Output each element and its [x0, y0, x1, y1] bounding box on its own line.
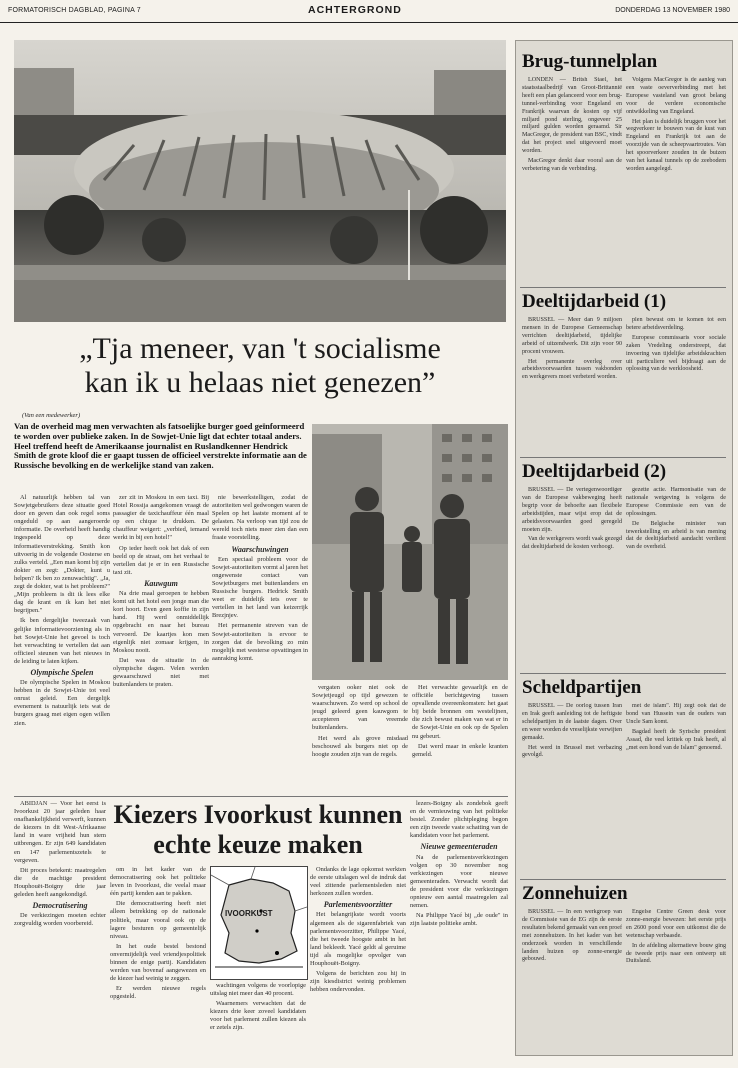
main-byline: (Van een medewerker): [22, 412, 81, 419]
brief-brug-column-2: Volgens MacGregor is de aanleg van een vaste oeververbinding met het Europese vasteland van groot belang voor de verdere economische ontwikkeling van Engeland. Het plan is duidelijk bruggen voor het wegverkeer te bouwen van de kust van Engeland en Frankrijk tot aan de voorzijde van de scheepvaartroutes. Van het spoorverkeer zouden in de buizen van het kanaal tunnels op de zeebodem worden aangelegd.: [626, 77, 726, 172]
ivoorkust-column-1: ABIDJAN — Voor het eerst is Ivoorkust 20 jaar geleden haar onafhankelijkheid verwerft, kunnen de kiezers in dit West-Afrikaanse land in ware vrijheid hun stem uitbrengen. Er zijn 649 kandidaten en 147 parlementszetels te vergeven. Dit proces betekent: maatregelen die de machtige president Houphouët-Boigny drie jaar geleden heeft aangekondigd. Democratisering De verkiezingen moeten echter zorgvuldig worden voorbereid.: [14, 800, 106, 928]
brief-title-deeltijdarbeid-2: Deeltijdarbeid (2): [522, 461, 667, 482]
ivoorkust-column-4: Ondanks de lage opkomst werkten de eerste uitslagen wel de indruk dat veel zittende parlementsleden niet herkozen zullen worden. Parlementsvoorzitter Het belangrijkste wordt voorts algemeen als de sigarenfabriek van parlementsvoorzitter, Philippe Yacé, die het tweede hoogste ambt in het land bekleedt. Yacé geldt al geruime tijd als mogelijke opvolger van Houphouët-Boigny. Volgens de berichten zou hij in zijn kiesdistrict weinig problemen hebben ondervonden.: [310, 866, 406, 994]
main-article-column-5: Het verwachte gevaarlijk en de officiële berichtgeving tussen opvallende overeenkomsten: het gaat bij beide bronnen om westelijnen, die zich bewust maken van wat er in de Sowjet-Unie en ook op de Spelen nu gebeurt. Dat werd maar in enkele kranten gemeld.: [412, 684, 508, 758]
sidebar-divider-3: [520, 673, 726, 674]
brief-deeltijd1-column-2: plen bewust om te komen tot een betere arbeidsverdeling. Europese commissaris voor sociale zaken Vredeling onderstreept, dat invoering van tijdelijke arbeidskrachten uit particuliere wel bijdraagt aan de oplossing van de werkloosheid.: [626, 317, 726, 373]
brief-deeltijd2-column-2: gezette actie. Harmonisatie van de nationale wetgeving is volgens de Europese Commissie een van de oplossingen. De Belgische minister van tewerkstelling en arbeid is van mening dat de deeltijdarbeid aandacht verdient van de overheid.: [626, 487, 726, 551]
stadium-photo: [14, 40, 506, 322]
ivoorkust-map-label: IVOORKUST: [225, 909, 273, 918]
brief-title-brug-tunnelplan: Brug-tunnelplan: [522, 51, 658, 72]
main-headline: [14, 332, 506, 400]
masthead: [0, 0, 738, 23]
stadium-photo-image: [14, 40, 506, 322]
brief-deeltijd2-column-1: BRUSSEL — De vertegenwoordiger van de Europese vakbeweging heeft begrip voor de behoefte aan flexibele arbeidstijden, maar wijst erop dat de arbeidsvoorwaarden goed geregeld moeten zijn. Van de werkgevers wordt vaak gezegd dat deeltijdarbeid de kosten verhoogt.: [522, 487, 622, 551]
main-headline-line1: „Tja meneer, van 't socialisme: [79, 332, 441, 365]
ivoorkust-headline-line2: echte keuze maken: [153, 830, 363, 859]
sidebar-divider-2: [520, 457, 726, 458]
brief-brug-column-1: LONDEN — Britsh Stael, het staatsstaalbedrijf van Groot-Brittannië heeft een plan gelanceerd voor een brug-tunnel-verbinding voor Engeland en Frankrijk waarvan de kosten op vijf miljard pond sterling, ongeveer 25 miljard gulden worden geraamd. Sir MacGregor, de president van BSC, vindt dat het project snel uitgevoerd moet worden. MacGregor denkt daar vooral aan de verbetering van de verbinding.: [522, 77, 622, 172]
main-article-column-3: nie bewerkstelligen, zodat de autoriteiten wel gedwongen waren de Spelen op het laatste moment af te gelasten. Na verloop van tijd zou de wereld toch niets meer zien dan een fraaie voorstelling. Waarschuwingen Een speciaal probleem voor de Sowjet-autoriteiten vormt al jaren het ongewenste contact van Sowjetburgers met buitenlanders en Russische burgers. Hedrick Smith weet er duidelijk iets over te vertellen in het land van keizerrijk Brezjnjev. Het permanente streven van de Sowjet-autoriteiten is ervoor te zorgen dat de bevolking zo min mogelijk met westerse opvattingen in aanraking komt.: [212, 494, 308, 662]
ivoorkust-column-3: wachtingen volgens de voorlopige uitslag niet meer dan 40 procent. Waarnemers verwachten dat de kiezers drie keer zoveel kandidaten voor het parlement zullen kiezen als er zetels zijn.: [210, 982, 306, 1032]
subhead-nieuwe-gemeenteraden: Nieuwe gemeenteraden: [420, 842, 498, 852]
brief-deeltijd1-column-1: BRUSSEL — Meer dan 9 miljoen mensen in de Europese Gemeenschap verrichten deeltijdarbeid, tijdelijke arbeid of uitzendwerk. Dit zijn voor 90 procent vrouwen. Het permanente overleg over arbeidsvoorwaarden tussen vakbonden en werkgevers moet verbeterd worden.: [522, 317, 622, 381]
subhead-democratisering: Democratisering: [32, 901, 88, 911]
subhead-olympische-spelen: Olympische Spelen: [30, 667, 94, 677]
main-article-column-4: vergaten ooker niet ook de Sowjetjeugd op tijd gewezen te waarschuwen. Zo werd op school de jeugd geleerd geen kauwgom te accepteren van vreemde buitenlanders. Het werd als grove misdaad beschouwd als burgers niet op de hoogte zouden zijn van de regels.: [312, 684, 408, 758]
soldiers-photo-image: [312, 424, 508, 680]
brief-zonne-column-1: BRUSSEL — In een werkgroep van de Commissie van de EG zijn de eerste resultaten bekend gemaakt van een proef met zonnehuizen. In het kader van het onderzoek worden in verschillende landen huizen op zonne-energie gebouwd.: [522, 909, 622, 963]
sidebar-briefs: [515, 40, 733, 1056]
ivoorkust-column-5: lezers-Boigny als zondebok geeft en de vernieuwing van het politieke bestel. Zonder plichtpleging begon een zijn tweede vaste schatting van de kandidaten voor het parlement. Nieuwe gemeenteraden Na de parlementsverkiezingen volgen op 30 november nog verkiezingen voor nieuwe gemeenteraden. Verwacht wordt dat de president voor die verkiezingen opnieuw een aantal maatregelen zal nemen. Na Philippe Yacé bij „de oude" in zijn laatste politieke ambt.: [410, 800, 508, 928]
sidebar-divider-4: [520, 879, 726, 880]
main-headline-line2: kan ik u helaas niet genezen”: [84, 366, 436, 399]
brief-schelde-column-1: BRUSSEL — De oorlog tussen Iran en Irak geeft aanleiding tot de heftigste scheldpartijen in de laatste dagen. Over en weer worden de vreselijkste verwijten gemaakt. Het werd in Brussel met verbazing gevolgd.: [522, 703, 622, 759]
brief-title-zonnehuizen: Zonnehuizen: [522, 883, 628, 904]
main-article-column-2: zer zit in Moskou in een taxi. Bij Hotel Rossija aangekomen vraagt de passagier de taxichauffeur één maal op een chique te drukken. De chauffeur weigert: „verbied, iemand werkt in bij een hotel!" Op ieder heeft ook het dak of een beeld op de straat, om het verhaal te vertellen dat je er in een Russische taxi zit. Kauwgum Na drie maal geroepen te hebben komt uit het hotel een jonge man die kort hoort. Even geen koffie in zijn hand. Hij werd onmiddellijk opgebracht en naar het bureau vervoerd. De kaartjes kon men eigenlijk niet zomaar krijgen, in Moskou nooit. Dat was de situatie in de olympische dagen. Velen werden gewaarschuwd niet met buitenlanders te praten.: [113, 494, 209, 689]
brief-zonne-column-2: Engelse Centre Green desk voor zonne-energie bewezen: het eerste prijs en 2600 pond voor een uitkomst die de wetenschap verbaasde. In de afdeling alternatieve bouw ging de tweede prijs naar een ontwerp uit Duitsland.: [626, 909, 726, 965]
sidebar-divider-1: [520, 287, 726, 288]
ivoorkust-headline-line1: Kiezers Ivoorkust kunnen: [113, 800, 403, 829]
subhead-kauwgum: Kauwgum: [144, 578, 178, 588]
ivoorkust-map: [210, 866, 308, 980]
masthead-section: ACHTERGROND: [308, 4, 402, 16]
ivoorkust-map-image: [211, 867, 307, 979]
masthead-date: DONDERDAG 13 NOVEMBER 1980: [615, 7, 730, 14]
subhead-waarschuwingen: Waarschuwingen: [231, 544, 289, 554]
ivoorkust-headline: [108, 800, 408, 860]
brief-title-deeltijdarbeid-1: Deeltijdarbeid (1): [522, 291, 667, 312]
masthead-paper-page: FORMATORISCH DAGBLAD, PAGINA 7: [8, 7, 141, 14]
soldiers-photo: [312, 424, 508, 680]
brief-schelde-column-2: met de islam". Hij zegt ook dat de bond van Hussein van de ouders van Uncle Sam komt. Bagdad heeft de Syrische president Assad, die veel kritiek op Irak heeft, al „met een hond van de Islam" genoemd.: [626, 703, 726, 751]
main-article-column-1: Al natuurlijk hebben tal van Sowjetgebruikers deze situatie goed door en geven dan ook regel soms ongeduld op aan aangeroerde informatie. De overheid heeft handig ingespeeld op deze informatieverstrekking. Smith kon uitvoerig in de volgende Oosterse en zulks verteld. „Een man komt bij zijn dokter en zegt: „Dokter, kunt u helpen? Ik ben zo zenuwachtig". „Ja, zegt de dokter, wat is het probleem?" „Mijn probleem is dit ik lees elke dag de krant en ik kan het niet begrijpen." Ik ben dergelijke tweezaak van gelijke informatievoorziening als in het Sowjet-Unie het gevoel is toch het verwachting te vertellen dat aan officieel steunen van het nieuws in de leiding te laten kijken. Olympische Spelen De olympische Spelen in Moskou hebben in de Sowjet-Unie tot veel onrust geleid. Een dergelijk evenement is natuurlijk iets wat de burgers graag met eigen ogen willen zien.: [14, 494, 110, 727]
divider-ivoorkust: [14, 796, 508, 797]
subhead-parlementsvoorzitter: Parlementsvoorzitter: [323, 900, 393, 910]
brief-title-scheldpartijen: Scheldpartijen: [522, 677, 642, 698]
main-lead: Van de overheid mag men verwachten als fatsoelijke burger goed geïnformeerd te worden over publieke zaken. In de Sowjet-Unie ligt dat echter totaal anders. Heel treffend heeft de Amerikaanse journalist en Ruslandkenner Hendrick Smith de grote kloof die er gaapt tussen de officieel verstrekte informatie aan de Russische bevolking en de werkelijke stand van zaken.: [14, 422, 307, 471]
ivoorkust-column-2: om in het kader van de democratisering ook het politieke leven in Ivoorkust, die veelal maar één partij kenden aan te pakken. Die democratisering heeft niet alleen betrekking op de nationale politiek, maar vooral ook op de lagere besturen op gemeentelijk niveau. In het oude bestel bestond onvermijdelijk veel vriendjespolitiek binnen de enige partij. Kandidaten werden van bovenaf aangewezen en de kiezer had weinig te zeggen. Er werden nieuwe regels opgesteld.: [110, 866, 206, 1001]
